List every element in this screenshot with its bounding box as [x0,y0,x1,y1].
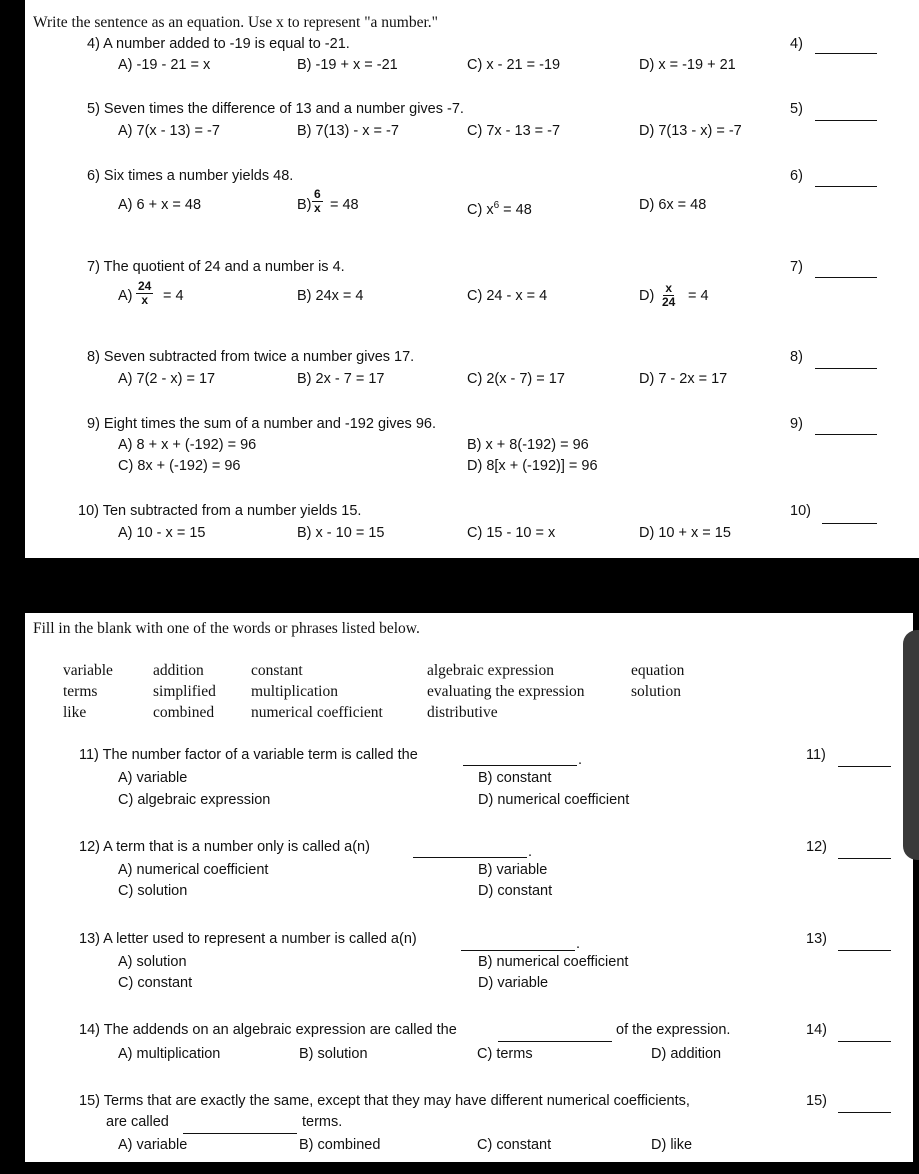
q4-number: 4) [790,36,803,52]
q12-prompt: 12) A term that is a number only is called a(n) [79,839,370,855]
q10-answer-blank[interactable] [822,523,877,524]
q7-option-d-fraction[interactable] [662,282,675,309]
q7-option-d-denominator: 24 [662,295,676,309]
q6-number: 6) [790,168,803,184]
q6-option-b-numerator: 6 [314,187,321,201]
q8-prompt: 8) Seven subtracted from twice a number gives 17. [87,349,415,365]
q10-number: 10) [790,503,811,519]
q13-answer-blank[interactable] [838,950,891,951]
q15-option-a[interactable]: A) variable [118,1137,188,1153]
q9-option-b[interactable]: B) x + 8(-192) = 96 [467,437,589,453]
q7-prompt: 7) The quotient of 24 and a number is 4. [87,259,345,275]
q5-prompt: 5) Seven times the difference of 13 and a number gives -7. [87,101,464,117]
q7-option-a-denominator: x [141,293,149,307]
q15-number: 15) [806,1093,827,1109]
q15-option-b[interactable]: B) combined [299,1137,381,1153]
q4-option-b[interactable]: B) -19 + x = -21 [297,57,398,73]
q7-option-c[interactable]: C) 24 - x = 4 [467,288,548,304]
wordbank-word: distributive [427,704,498,721]
q10-option-a[interactable]: A) 10 - x = 15 [118,525,206,541]
q12-option-d[interactable]: D) constant [478,883,553,899]
q7-option-b[interactable]: B) 24x = 4 [297,288,364,304]
q12-inline-blank[interactable] [413,857,527,858]
q7-option-d-label[interactable]: D) [639,288,655,304]
q7-option-d-rest: = 4 [688,288,709,304]
q13-prompt-end: . [576,936,581,952]
q11-option-d[interactable]: D) numerical coefficient [478,792,630,808]
instructions-fill-in: Fill in the blank with one of the words or phrases listed below. [33,620,420,637]
q4-answer-blank[interactable] [815,53,877,54]
q13-option-d[interactable]: D) variable [478,975,549,991]
q7-option-a-rest: = 4 [163,288,184,304]
q6-option-c[interactable] [467,197,532,219]
q8-option-a[interactable]: A) 7(2 - x) = 17 [118,371,216,387]
q7-option-d-numerator: x [665,281,673,295]
wordbank-word: addition [153,662,204,679]
q14-option-d[interactable]: D) addition [651,1046,722,1062]
q12-answer-blank[interactable] [838,858,891,859]
q11-option-c[interactable]: C) algebraic expression [118,792,271,808]
q12-option-c[interactable]: C) solution [118,883,188,899]
q13-option-c[interactable]: C) constant [118,975,193,991]
q11-answer-blank[interactable] [838,766,891,767]
q13-number: 13) [806,931,827,947]
q11-prompt-end: . [578,752,583,768]
q13-option-a[interactable]: A) solution [118,954,187,970]
q14-prompt: 14) The addends on an algebraic expression are called the [79,1022,457,1038]
wordbank-word: equation [631,662,685,679]
q4-option-a[interactable]: A) -19 - 21 = x [118,57,211,73]
q11-option-a[interactable]: A) variable [118,770,188,786]
q6-option-b-fraction[interactable] [312,188,323,215]
q12-prompt-end: . [528,844,533,860]
q11-prompt: 11) The number factor of a variable term is called the [79,747,418,763]
q4-option-c[interactable]: C) x - 21 = -19 [467,57,561,73]
q12-option-b[interactable]: B) variable [478,862,548,878]
q5-number: 5) [790,101,803,117]
q8-answer-blank[interactable] [815,368,877,369]
q5-option-b[interactable]: B) 7(13) - x = -7 [297,123,399,139]
q8-option-d[interactable]: D) 7 - 2x = 17 [639,371,728,387]
q14-option-c[interactable]: C) terms [477,1046,533,1062]
q9-answer-blank[interactable] [815,434,877,435]
q7-option-a-numerator: 24 [138,279,152,293]
q7-answer-blank[interactable] [815,277,877,278]
q15-inline-blank[interactable] [183,1133,297,1134]
q7-option-a-fraction[interactable] [136,280,153,307]
q6-option-c-rest: = 48 [499,201,532,218]
wordbank-word: terms [63,683,98,700]
q10-option-c[interactable]: C) 15 - 10 = x [467,525,556,541]
q5-option-a[interactable]: A) 7(x - 13) = -7 [118,123,220,139]
q14-inline-blank[interactable] [498,1041,612,1042]
q5-option-d[interactable]: D) 7(13 - x) = -7 [639,123,742,139]
q10-option-d[interactable]: D) 10 + x = 15 [639,525,731,541]
q11-option-b[interactable]: B) constant [478,770,552,786]
wordbank-word: like [63,704,87,721]
q15-prompt-line2: are called [106,1114,169,1130]
q14-answer-blank[interactable] [838,1041,891,1042]
q4-prompt: 4) A number added to -19 is equal to -21. [87,36,350,52]
wordbank-word: numerical coefficient [251,704,383,721]
q11-number: 11) [806,747,826,763]
q15-option-c[interactable]: C) constant [477,1137,552,1153]
q5-answer-blank[interactable] [815,120,877,121]
q9-option-c[interactable]: C) 8x + (-192) = 96 [118,458,241,474]
wordbank-word: multiplication [251,683,338,700]
q8-option-b[interactable]: B) 2x - 7 = 17 [297,371,385,387]
wordbank-word: variable [63,662,113,679]
q14-prompt-end: of the expression. [616,1022,731,1038]
q15-answer-blank[interactable] [838,1112,891,1113]
wordbank-word: algebraic expression [427,662,554,679]
q6-option-a[interactable]: A) 6 + x = 48 [118,197,202,213]
q6-prompt: 6) Six times a number yields 48. [87,168,294,184]
q15-prompt-end: terms. [302,1114,343,1130]
q6-answer-blank[interactable] [815,186,877,187]
q9-option-a[interactable]: A) 8 + x + (-192) = 96 [118,437,257,453]
q5-option-c[interactable]: C) 7x - 13 = -7 [467,123,561,139]
q15-option-d[interactable]: D) like [651,1137,693,1153]
q12-option-a[interactable]: A) numerical coefficient [118,862,269,878]
wordbank-word: evaluating the expression [427,683,585,700]
q13-inline-blank[interactable] [461,950,575,951]
scroll-handle[interactable] [903,630,919,860]
q9-prompt: 9) Eight times the sum of a number and -192 gives 96. [87,416,436,432]
q6-option-c-label: C) x [467,201,494,218]
q7-option-a-label[interactable]: A) [118,288,133,304]
q9-number: 9) [790,416,803,432]
q6-option-c-exponent: 6 [493,200,500,211]
q11-inline-blank[interactable] [463,765,577,766]
q13-prompt: 13) A letter used to represent a number is called a(n) [79,931,417,947]
q7-number: 7) [790,259,803,275]
q14-option-b[interactable]: B) solution [299,1046,368,1062]
q8-option-c[interactable]: C) 2(x - 7) = 17 [467,371,565,387]
wordbank-word: combined [153,704,215,721]
q6-option-b-label[interactable]: B) [297,197,312,213]
q14-number: 14) [806,1022,827,1038]
wordbank-word: solution [631,683,681,700]
wordbank-word: simplified [153,683,216,700]
q8-number: 8) [790,349,803,365]
q9-option-d[interactable]: D) 8[x + (-192)] = 96 [467,458,598,474]
q13-option-b[interactable]: B) numerical coefficient [478,954,629,970]
q6-option-d[interactable]: D) 6x = 48 [639,197,707,213]
q10-option-b[interactable]: B) x - 10 = 15 [297,525,385,541]
instructions-equations: Write the sentence as an equation. Use x to represent "a number." [33,14,438,31]
wordbank-word: constant [251,662,303,679]
q12-number: 12) [806,839,827,855]
q6-option-b-denominator: x [314,201,321,215]
q4-option-d[interactable]: D) x = -19 + 21 [639,57,736,73]
q10-prompt: 10) Ten subtracted from a number yields 15. [78,503,362,519]
q14-option-a[interactable]: A) multiplication [118,1046,221,1062]
q15-prompt: 15) Terms that are exactly the same, except that they may have different numerical coefficients, [79,1093,690,1109]
q6-option-b-rest: = 48 [330,197,359,213]
